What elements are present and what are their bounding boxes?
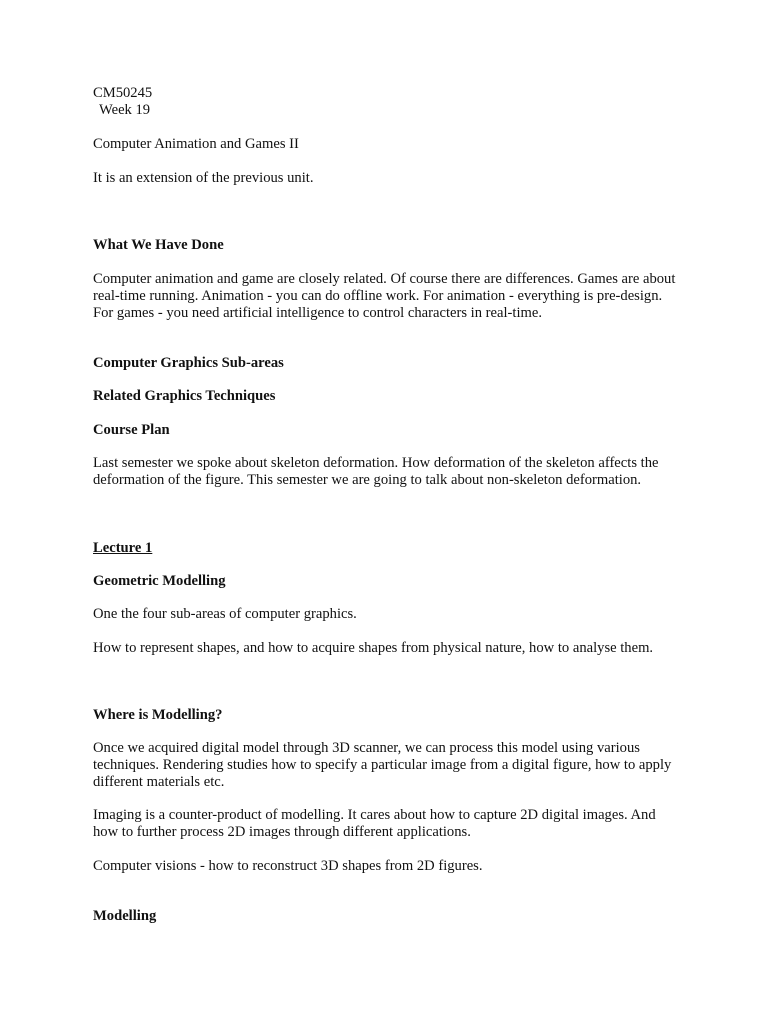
paragraph-where-modelling-2: Imaging is a counter-product of modelling. It cares about how to capture 2D digital images. And how to further process 2D images through different applications. bbox=[93, 807, 656, 840]
heading-course-plan: Course Plan bbox=[93, 422, 170, 438]
heading-sub-areas: Computer Graphics Sub-areas bbox=[93, 355, 284, 371]
heading-what-we-have-done: What We Have Done bbox=[93, 237, 224, 253]
paragraph-geometric-modelling-2: How to represent shapes, and how to acquire shapes from physical nature, how to analyse them. bbox=[93, 640, 654, 656]
week-label: Week 19 bbox=[99, 102, 151, 118]
heading-geometric-modelling: Geometric Modelling bbox=[93, 573, 226, 589]
course-code: CM50245 bbox=[93, 85, 153, 101]
paragraph-geometric-modelling-1: One the four sub-areas of computer graphics. bbox=[93, 606, 357, 622]
paragraph-what-we-have-done: Computer animation and game are closely related. Of course there are differences. Games are about real-time running. Animation - you can do offline work. For animation - everything is pre-design. For games - you need artificial intelligence to control characters in real-time. bbox=[93, 271, 676, 321]
heading-lecture-1: Lecture 1 bbox=[93, 540, 153, 556]
paragraph-course-plan: Last semester we spoke about skeleton deformation. How deformation of the skeleton affects the deformation of the figure. This semester we are going to talk about non-skeleton deformation. bbox=[93, 455, 659, 488]
intro-text: It is an extension of the previous unit. bbox=[93, 170, 314, 186]
heading-related-techniques: Related Graphics Techniques bbox=[93, 388, 276, 404]
heading-modelling: Modelling bbox=[93, 908, 157, 924]
heading-where-is-modelling: Where is Modelling? bbox=[93, 707, 223, 723]
paragraph-where-modelling-1: Once we acquired digital model through 3D scanner, we can process this model using various techniques. Rendering studies how to specify a particular image from a digital figure, how to apply different materials etc. bbox=[93, 740, 672, 790]
document-title: Computer Animation and Games II bbox=[93, 136, 299, 152]
paragraph-where-modelling-3: Computer visions - how to reconstruct 3D shapes from 2D figures. bbox=[93, 858, 483, 874]
